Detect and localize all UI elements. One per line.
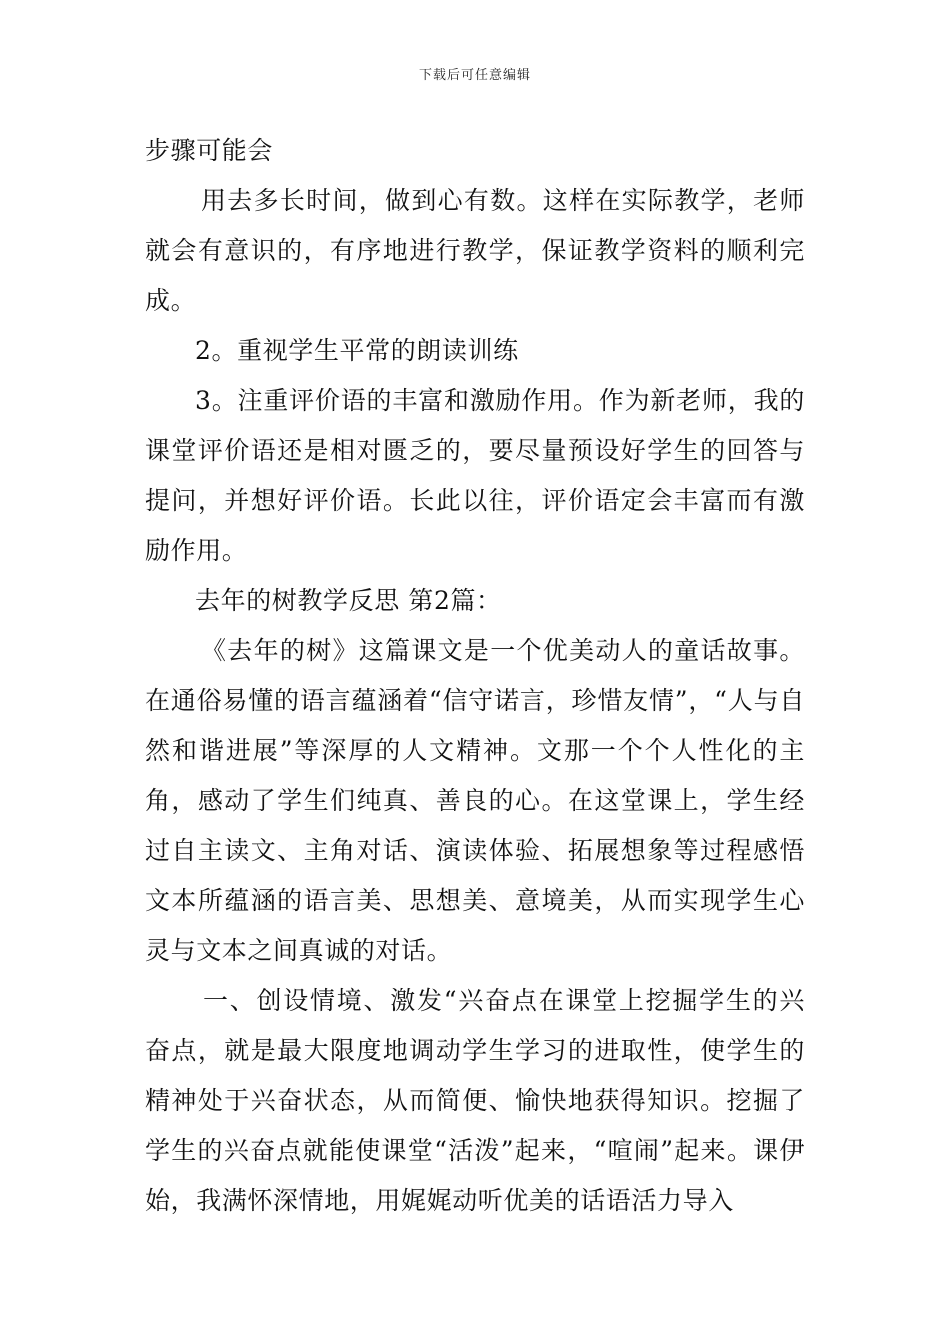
document-body bbox=[145, 126, 805, 1226]
paragraph-section-one: 一、创设情境、激发“兴奋点在课堂上挖掘学生的兴奋点，就是最大限度地调动学生学习的进取性，使学生的精神处于兴奋状态，从而简便、愉快地获得知识。挖掘了学生的兴奋点就能使课堂“活泼”起来，“喧闹”起来。课伊始，我满怀深情地，用娓娓动听优美的话语活力导入 bbox=[145, 986, 805, 1215]
section-heading: 去年的树教学反思 第2篇： bbox=[195, 586, 502, 615]
paragraph-continuation: 步骤可能会 bbox=[145, 136, 274, 165]
paragraph-point-3: 3。注重评价语的丰富和激励作用。作为新老师，我的课堂评价语还是相对匮乏的，要尽量预设好学生的回答与提问，并想好评价语。长此以往，评价语定会丰富而有激励作用。 bbox=[145, 386, 805, 565]
paragraph-intro: 《去年的树》这篇课文是一个优美动人的童话故事。在通俗易懂的语言蕴涵着“信守诺言，珍惜友情”，“人与自然和谐进展”等深厚的人文精神。文那一个个人性化的主角，感动了学生们纯真、善良的心。在这堂课上，学生经过自主读文、主角对话、演读体验、拓展想象等过程感悟文本所蕴涵的语言美、思想美、意境美，从而实现学生心灵与文本之间真诚的对话。 bbox=[145, 636, 805, 965]
paragraph-time-planning: 用去多长时间，做到心有数。这样在实际教学，老师就会有意识的，有序地进行教学，保证教学资料的顺利完成。 bbox=[145, 186, 805, 315]
paragraph-point-2: 2。重视学生平常的朗读训练 bbox=[195, 336, 519, 365]
page-header: 下载后可任意编辑 bbox=[418, 68, 531, 83]
